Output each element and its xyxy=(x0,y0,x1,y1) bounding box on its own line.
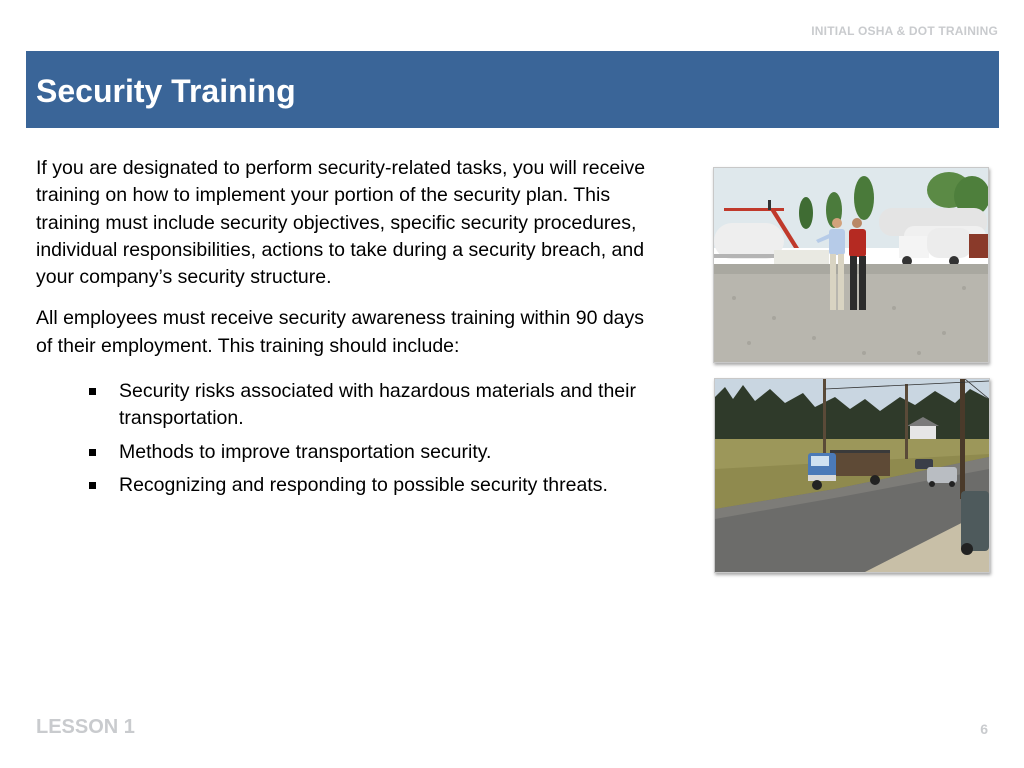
square-bullet-icon xyxy=(89,449,96,456)
body-text xyxy=(36,155,646,505)
paragraph-awareness-training: All employees must receive security awareness training within 90 days of their employment. This training should include: xyxy=(36,307,645,357)
lesson-label: LESSON 1 xyxy=(36,716,135,738)
square-bullet-icon xyxy=(89,388,96,395)
photo-facility-workers xyxy=(713,167,989,363)
photo-road-truck xyxy=(714,378,990,573)
slide-title: Security Training xyxy=(36,73,296,109)
square-bullet-icon xyxy=(89,482,96,489)
bullet-list xyxy=(36,378,646,499)
bullet-text: Security risks associated with hazardous materials and their transportation. xyxy=(119,380,636,430)
bullet-item xyxy=(86,378,646,433)
bullet-item xyxy=(86,439,646,466)
bullet-text: Recognizing and responding to possible security threats. xyxy=(119,473,608,496)
title-bar xyxy=(26,51,999,128)
bullet-item xyxy=(86,472,646,499)
paragraph-security-tasks: If you are designated to perform security-related tasks, you will receive training on how to implement your portion of the security plan. This training must include security objectives, specific security procedures, individual responsibilities, actions to take during a security breach, and your company’s security structure. xyxy=(36,157,646,289)
header-course-label: INITIAL OSHA & DOT TRAINING xyxy=(811,24,998,38)
page-number: 6 xyxy=(980,721,988,737)
bullet-text: Methods to improve transportation security. xyxy=(119,440,492,463)
